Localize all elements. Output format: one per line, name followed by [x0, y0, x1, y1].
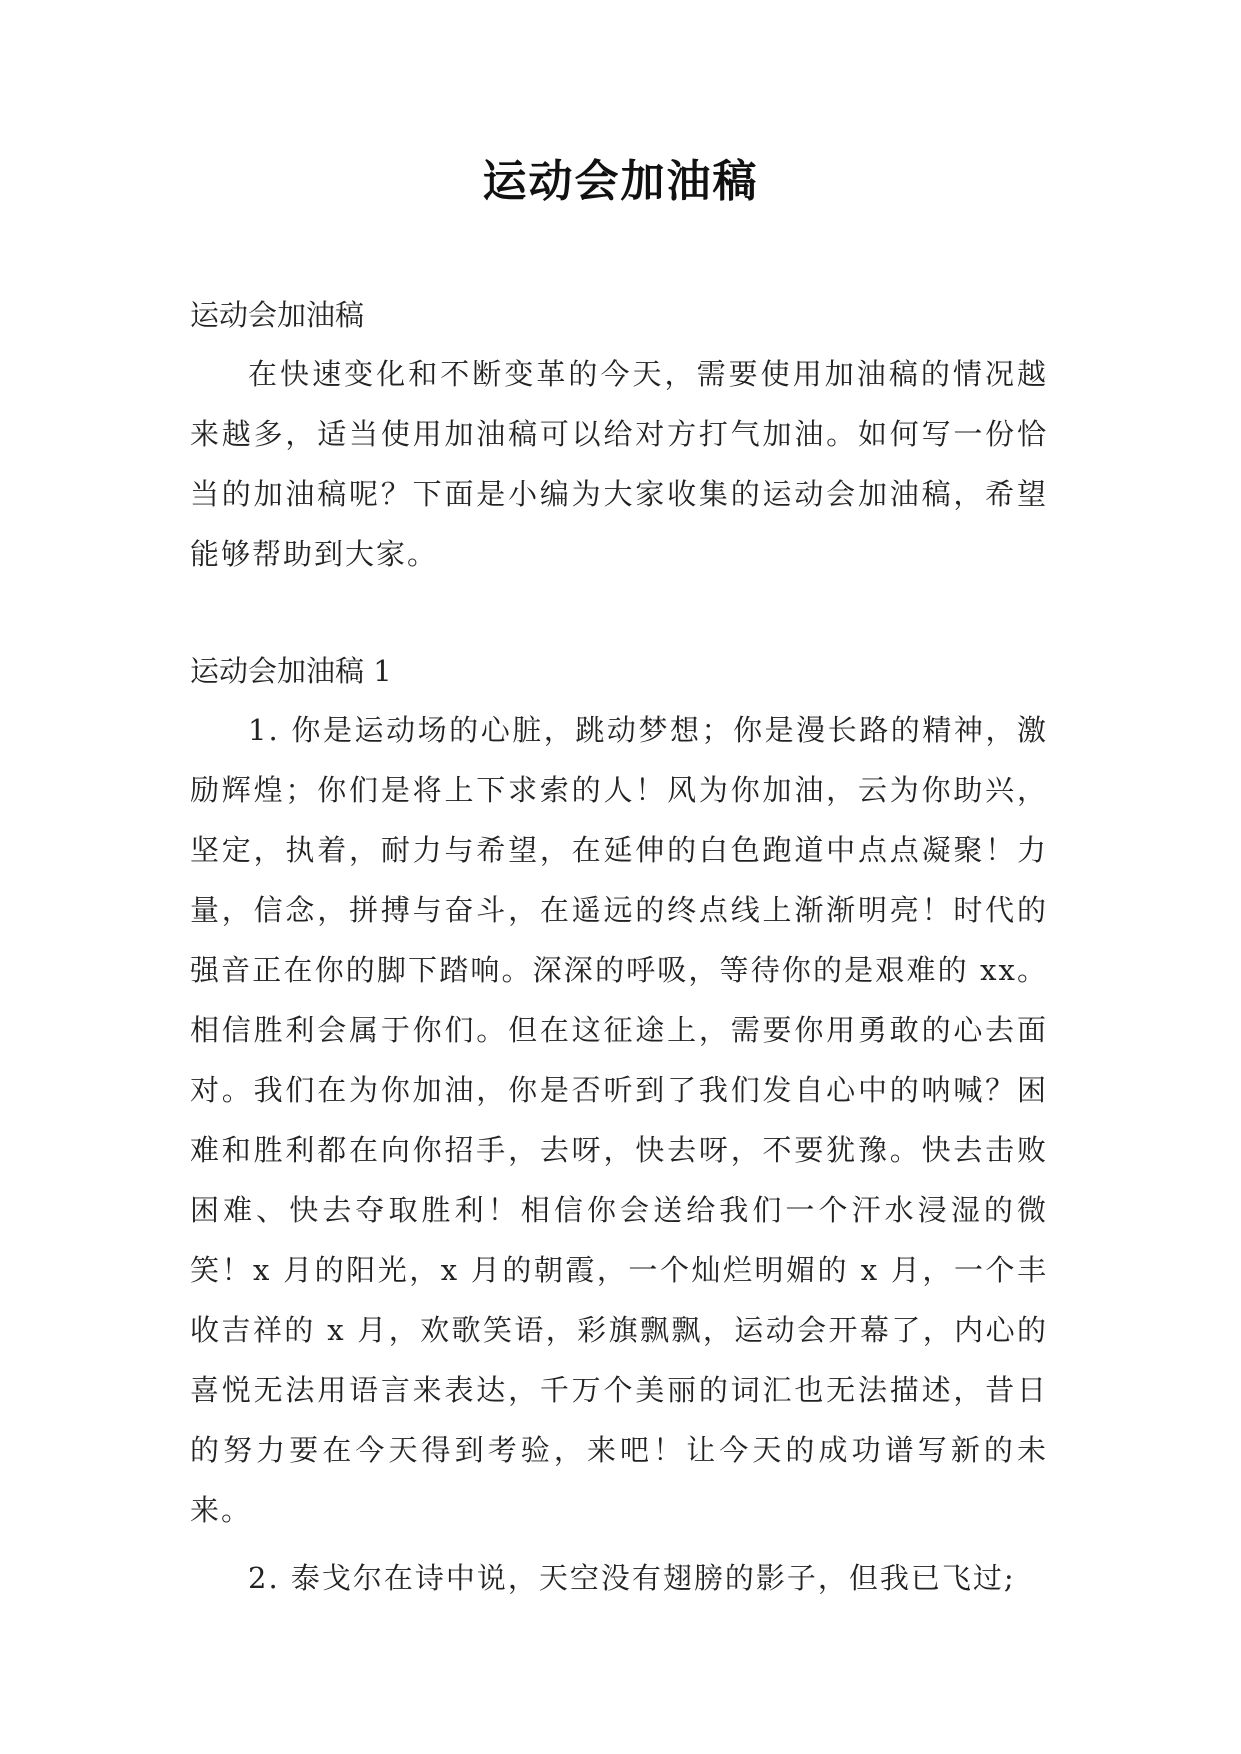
section-gap: [190, 584, 1048, 642]
section-heading: 运动会加油稿 1: [190, 654, 392, 688]
document-body: [190, 286, 1048, 1608]
paragraph-gap: [190, 1540, 1048, 1548]
paragraph-1: 1. 你是运动场的心脏，跳动梦想；你是漫长路的精神，激励辉煌；你们是将上下求索的人！风为你加油，云为你助兴，坚定，执着，耐力与希望，在延伸的白色跑道中点点凝聚！力量，信念，拼搏与奋斗，在遥远的终点线上渐渐明亮！时代的强音正在你的脚下踏响。深深的呼吸，等待你的是艰难的 xx。相信胜利会属于你们。但在这征途上，需要你用勇敢的心去面对。我们在为你加油，你是否听到了我们发自心中的呐喊？困难和胜利都在向你招手，去呀，快去呀，不要犹豫。快去击败困难、快去夺取胜利！相信你会送给我们一个汗水浸湿的微笑！x 月的阳光，x 月的朝霞，一个灿烂明媚的 x 月，一个丰收吉祥的 x 月，欢歌笑语，彩旗飘飘，运动会开幕了，内心的喜悦无法用语言来表达，千万个美丽的词汇也无法描述，昔日的努力要在今天得到考验，来吧！让今天的成功谱写新的未来。: [190, 713, 1048, 1527]
document-title: 运动会加油稿: [482, 156, 759, 207]
paragraph-2: 2. 泰戈尔在诗中说，天空没有翅膀的影子，但我已飞过;: [248, 1561, 1016, 1595]
intro-heading: 运动会加油稿: [190, 298, 365, 332]
intro-paragraph: 在快速变化和不断变革的今天，需要使用加油稿的情况越来越多，适当使用加油稿可以给对方打气加油。如何写一份恰当的加油稿呢？下面是小编为大家收集的运动会加油稿，希望能够帮助到大家。: [190, 357, 1048, 571]
